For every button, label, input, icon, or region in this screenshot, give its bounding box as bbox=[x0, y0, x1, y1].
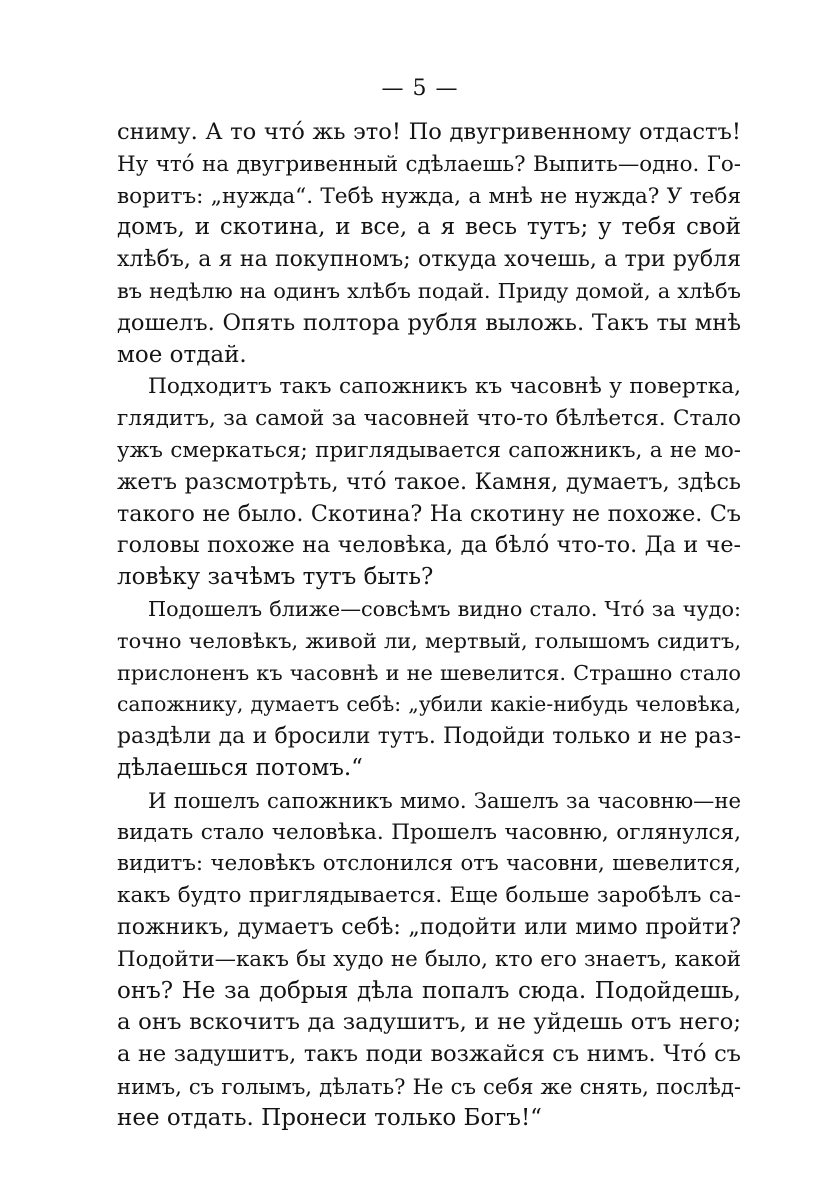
text-line: ловѣку зачѣмъ тутъ быть? bbox=[117, 564, 434, 591]
text-line: домъ, и скотина, и все, а я весь тутъ; у тебя свой bbox=[117, 214, 741, 241]
text-line: ужъ смеркаться; приглядывается сапожникъ, а не мо- bbox=[117, 437, 741, 463]
text-line: дошелъ. Опять полтора рубля выложь. Такъ ты мнѣ bbox=[117, 309, 741, 336]
text-line: нимъ, съ голымъ, дѣлать? Не съ себя же снять, послѣд- bbox=[117, 1073, 741, 1099]
text-line: Ну что́ на двугривенный сдѣлаешь? Выпить—одно. Го- bbox=[117, 151, 741, 177]
text-line: воритъ: „нужда“. Тебѣ нужда, а мнѣ не нужда? У тебя bbox=[117, 183, 741, 209]
text-line: дѣлаешься потомъ.“ bbox=[117, 754, 363, 781]
text-line: И пошелъ сапожникъ мимо. Зашелъ за часовню—не bbox=[148, 787, 741, 813]
text-line: а онъ вскочитъ да задушитъ, и не уйдешь отъ него; bbox=[117, 1009, 741, 1036]
text-line: сапожнику, думаетъ себѣ: „убили какіе-нибудь человѣка, bbox=[117, 692, 741, 717]
text-line: сниму. А то что́ жь это! По двугривенному отдастъ! bbox=[117, 119, 741, 145]
text-line: видать стало человѣка. Прошелъ часовню, оглянулся, bbox=[117, 819, 741, 845]
text-line: такого не было. Скотина? На скотину не похоже. Съ bbox=[117, 500, 741, 527]
text-line: а не задушитъ, такъ поди возжайся съ нимъ. Что́ съ bbox=[117, 1041, 741, 1068]
text-line: мое отдай. bbox=[117, 341, 247, 368]
page-number: — 5 — bbox=[381, 76, 459, 101]
body-text bbox=[117, 117, 741, 1135]
text-line: пожникъ, думаетъ себѣ: „подойти или мимо пройти? bbox=[117, 913, 741, 940]
text-line: видитъ: человѣкъ отслонился отъ часовни, шевелится, bbox=[117, 851, 741, 877]
paragraph bbox=[117, 785, 741, 1135]
text-line: Подходитъ такъ сапожникъ къ часовнѣ у повертка, bbox=[148, 374, 741, 400]
text-line: нее отдать. Пронеси только Богъ!“ bbox=[117, 1104, 542, 1131]
text-line: головы похоже на человѣка, да бѣло́ что-то. Да и че- bbox=[117, 532, 741, 559]
text-line: въ недѣлю на одинъ хлѣбъ подай. Приду домой, а хлѣбъ bbox=[117, 278, 741, 303]
text-line: онъ? Не за добрыя дѣла попалъ сюда. Подойдешь, bbox=[117, 977, 741, 1004]
paragraph bbox=[117, 117, 741, 371]
text-line: точно человѣкъ, живой ли, мертвый, голышомъ сидитъ, bbox=[117, 628, 741, 653]
text-line: раздѣли да и бросили тутъ. Подойди только и не раз- bbox=[117, 724, 741, 750]
text-line: какъ будто приглядывается. Еще больше заробѣлъ са- bbox=[117, 883, 741, 909]
text-line: жетъ разсмотрѣть, что́ такое. Камня, думаетъ, здѣсь bbox=[117, 468, 741, 495]
text-line: хлѣбъ, а я на покупномъ; откуда хочешь, а три рубля bbox=[117, 247, 741, 273]
paragraph bbox=[117, 594, 741, 785]
paragraph bbox=[117, 371, 741, 594]
text-line: Подойти—какъ бы худо не было, кто его знаетъ, какой bbox=[117, 946, 741, 972]
text-line: глядитъ, за самой за часовней что-то бѣлѣется. Стало bbox=[117, 406, 741, 432]
text-line: Подошелъ ближе—совсѣмъ видно стало. Что́ за чудо: bbox=[148, 596, 741, 621]
text-line: прислоненъ къ часовнѣ и не шевелится. Страшно стало bbox=[117, 660, 741, 685]
